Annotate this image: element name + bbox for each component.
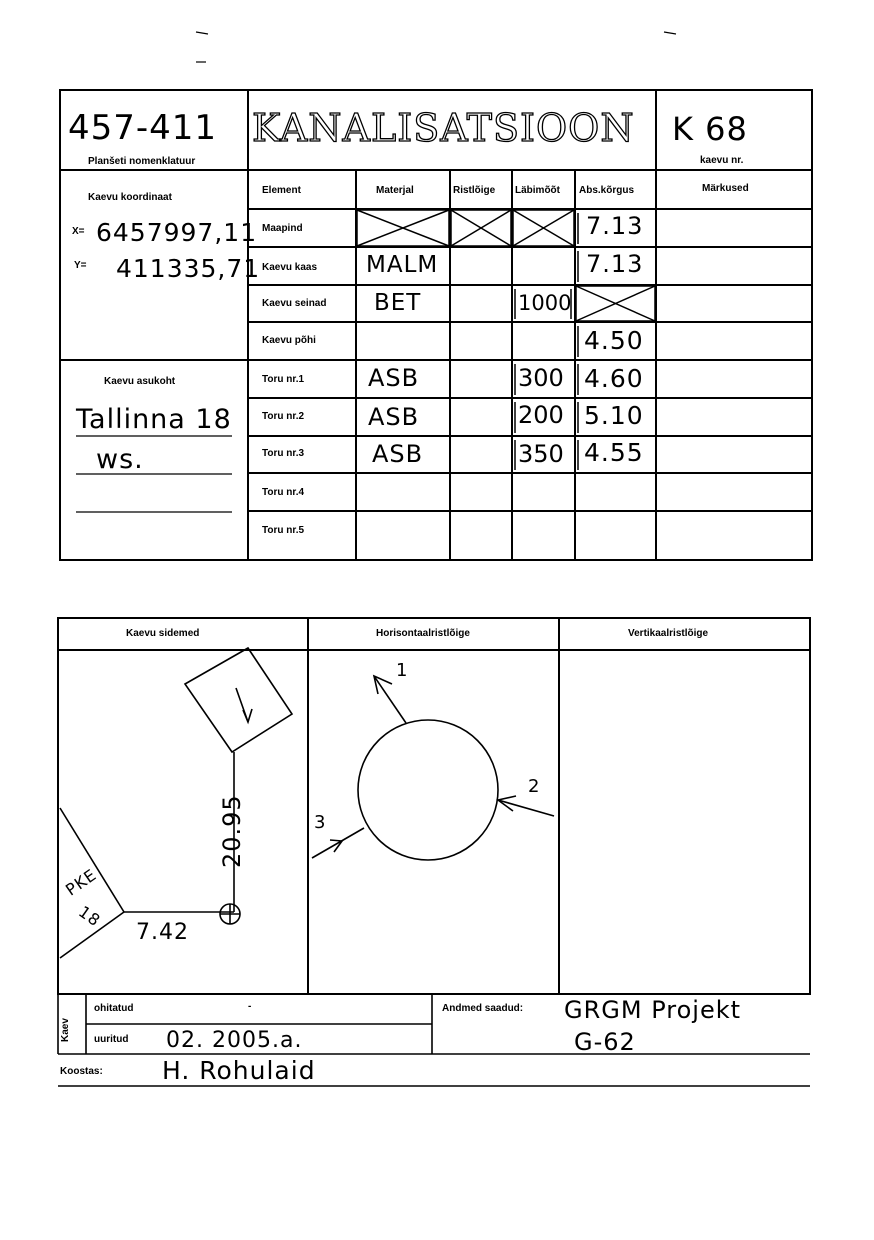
row-height-maapind: 7.13 [586,212,644,240]
row-element-toru-2: Toru nr.2 [262,411,305,422]
street-label: PKE [62,864,101,900]
row-material-toru-2: ASB [368,403,420,431]
dimension-vertical: 20.95 [218,794,246,868]
coordinates-label: Kaevu koordinaat [88,192,172,203]
page-title: KANALISATSIOON [252,106,635,150]
row-diameter-kaevu-seinad: 1000 [518,291,572,315]
pipe-3-label: 3 [314,812,327,833]
nomenclature-value: 457-411 [68,108,218,148]
row-diameter-toru-3: 350 [518,440,564,468]
row-element-toru-5: Toru nr.5 [262,525,305,536]
y-prefix: Y= [74,260,87,271]
row-material-kaevu-seinad: BET [374,290,422,316]
data-from-value-line1: GRGM Projekt [564,996,742,1024]
surveyed-value: 02. 2005.a. [166,1028,303,1053]
data-from-label: Andmed saadud: [442,1003,524,1014]
data-from-value-line2: G-62 [574,1028,636,1056]
pipe-1-label: 1 [396,660,409,681]
row-material-toru-1: ASB [368,364,420,392]
compiled-value: H. Rohulaid [162,1056,316,1085]
row-height-toru-3: 4.55 [584,438,644,467]
row-element-kaevu-kaas: Kaevu kaas [262,262,318,273]
well-label: Kaev [60,1018,71,1042]
row-height-kaevu-kaas: 7.13 [586,250,644,278]
row-element-kaevu-seinad: Kaevu seinad [262,298,327,309]
row-height-toru-1: 4.60 [584,364,644,393]
well-number-value: K 68 [672,110,748,148]
location-line1: Tallinna 18 [76,404,232,435]
checked-label: ohitatud [94,1003,134,1014]
checked-value: - [248,1001,252,1012]
row-element-toru-4: Toru nr.4 [262,487,305,498]
row-element-toru-1: Toru nr.1 [262,374,305,385]
row-element-kaevu-pohi: Kaevu põhi [262,335,316,346]
col-abs-height: Abs.kõrgus [579,185,635,196]
col-notes: Märkused [702,183,749,194]
horizontal-section-label: Horisontaalristlõige [376,628,470,639]
dimension-horizontal: 7.42 [136,920,189,945]
row-material-toru-3: ASB [372,440,424,468]
connections-label: Kaevu sidemed [126,628,200,639]
surveyed-label: uuritud [94,1034,129,1045]
row-height-toru-2: 5.10 [584,401,644,430]
col-diameter: Läbimõõt [515,185,560,196]
row-diameter-toru-2: 200 [518,401,564,429]
location-line2: ws. [96,444,144,475]
well-number-label: kaevu nr. [700,155,744,166]
vertical-section-label: Vertikaalristlõige [628,628,709,639]
pipe-2-label: 2 [528,776,541,797]
col-cross-section: Ristlõige [453,185,496,196]
row-element-toru-3: Toru nr.3 [262,448,305,459]
col-element: Element [262,185,301,196]
location-label: Kaevu asukoht [104,376,176,387]
row-diameter-toru-1: 300 [518,364,564,392]
row-height-kaevu-pohi: 4.50 [584,326,644,355]
col-material: Materjal [376,185,414,196]
x-prefix: X= [72,226,85,237]
y-coordinate-value: 411335,71 [116,254,261,283]
nomenclature-label: Planšeti nomenklatuur [88,156,196,167]
street-number: 18 [75,902,105,931]
x-coordinate-value: 6457997,11 [96,218,258,247]
compiled-label: Koostas: [60,1066,103,1077]
row-material-kaevu-kaas: MALM [366,252,439,278]
row-element-maapind: Maapind [262,223,303,234]
